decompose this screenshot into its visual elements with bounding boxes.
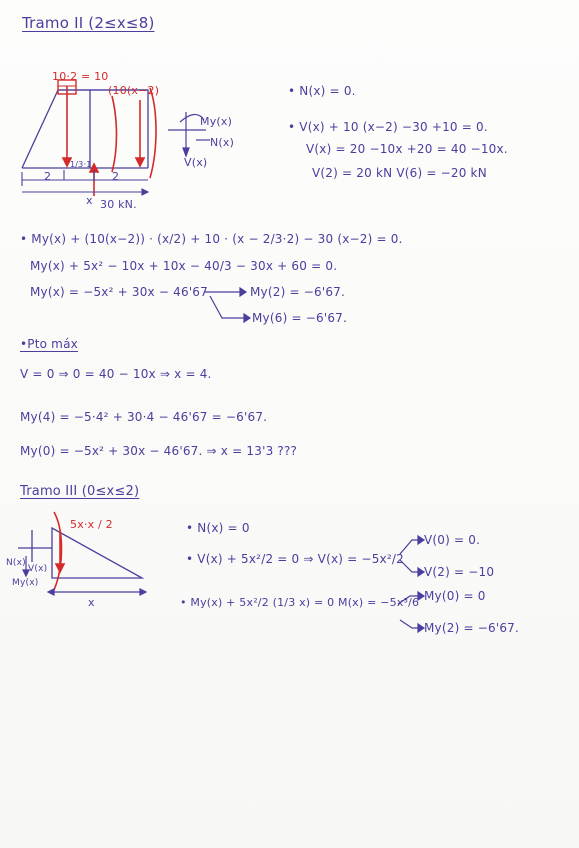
- dim-mid: 1/3·1: [70, 160, 92, 169]
- eq-moment-solved: My(x) = −5x² + 30x − 46'67: [30, 285, 208, 299]
- label-reaction: 30 kN.: [100, 198, 137, 211]
- eq-moment-at-6: My(6) = −6'67.: [252, 311, 348, 325]
- eq-max-moment-4: My(4) = −5·4² + 30·4 − 46'67 = −6'67.: [20, 410, 268, 424]
- eq-moment-balance: • My(x) + (10(x−2)) · (x/2) + 10 · (x − 2/3·2) − 30 (x−2) = 0.: [20, 232, 403, 246]
- label-shear: V(x): [184, 156, 208, 169]
- label-tri-load: 5x·x / 2: [70, 518, 113, 531]
- eq-moment-expand: My(x) + 5x² − 10x + 10x − 40/3 − 30x + 60 = 0.: [30, 259, 338, 273]
- eq-max-shear-zero: V = 0 ⇒ 0 = 40 − 10x ⇒ x = 4.: [20, 367, 212, 381]
- section-title-tramo-iii: Tramo III (0≤x≤2): [20, 484, 140, 499]
- eq-iii-shear-0: V(0) = 0.: [424, 533, 481, 547]
- section-title-pto-max: •Pto máx: [20, 337, 78, 351]
- eq-iii-shear-2: V(2) = −10: [424, 565, 495, 579]
- eq-moment-at-2: My(2) = −6'67.: [250, 285, 346, 299]
- eq-iii-normal: • N(x) = 0: [186, 521, 250, 535]
- eq-normal: • N(x) = 0.: [288, 84, 356, 98]
- dim-x-iii: x: [88, 596, 95, 609]
- label-normal: N(x): [210, 136, 235, 149]
- eq-shear-solved: V(x) = 20 −10x +20 = 40 −10x.: [306, 142, 508, 156]
- eq-shear-balance: • V(x) + 10 (x−2) −30 +10 = 0.: [288, 120, 488, 134]
- section-title-tramo-ii: Tramo II (2≤x≤8): [22, 14, 155, 32]
- label-normal-iii: N(x): [6, 558, 26, 568]
- label-moment: My(x): [200, 115, 233, 128]
- eq-iii-moment-2: My(2) = −6'67.: [424, 621, 520, 635]
- label-moment-iii: My(x): [12, 578, 39, 588]
- label-point-load: 10·2 = 10: [52, 70, 109, 83]
- label-shear-iii: V(x): [28, 564, 48, 574]
- eq-max-moment-0: My(0) = −5x² + 30x − 46'67. ⇒ x = 13'3 ???: [20, 444, 298, 458]
- eq-iii-moment: • My(x) + 5x²/2 (1/3 x) = 0 M(x) = −5x³/6: [180, 596, 420, 609]
- eq-shear-values: V(2) = 20 kN V(6) = −20 kN: [312, 166, 487, 180]
- dim-x: x: [86, 194, 93, 207]
- eq-iii-shear: • V(x) + 5x²/2 = 0 ⇒ V(x) = −5x²/2: [186, 552, 404, 566]
- label-distributed-load: (10(x−2): [108, 84, 160, 97]
- dim-left: 2: [44, 170, 52, 183]
- eq-iii-moment-0: My(0) = 0: [424, 589, 486, 603]
- dim-right: 2: [112, 170, 120, 183]
